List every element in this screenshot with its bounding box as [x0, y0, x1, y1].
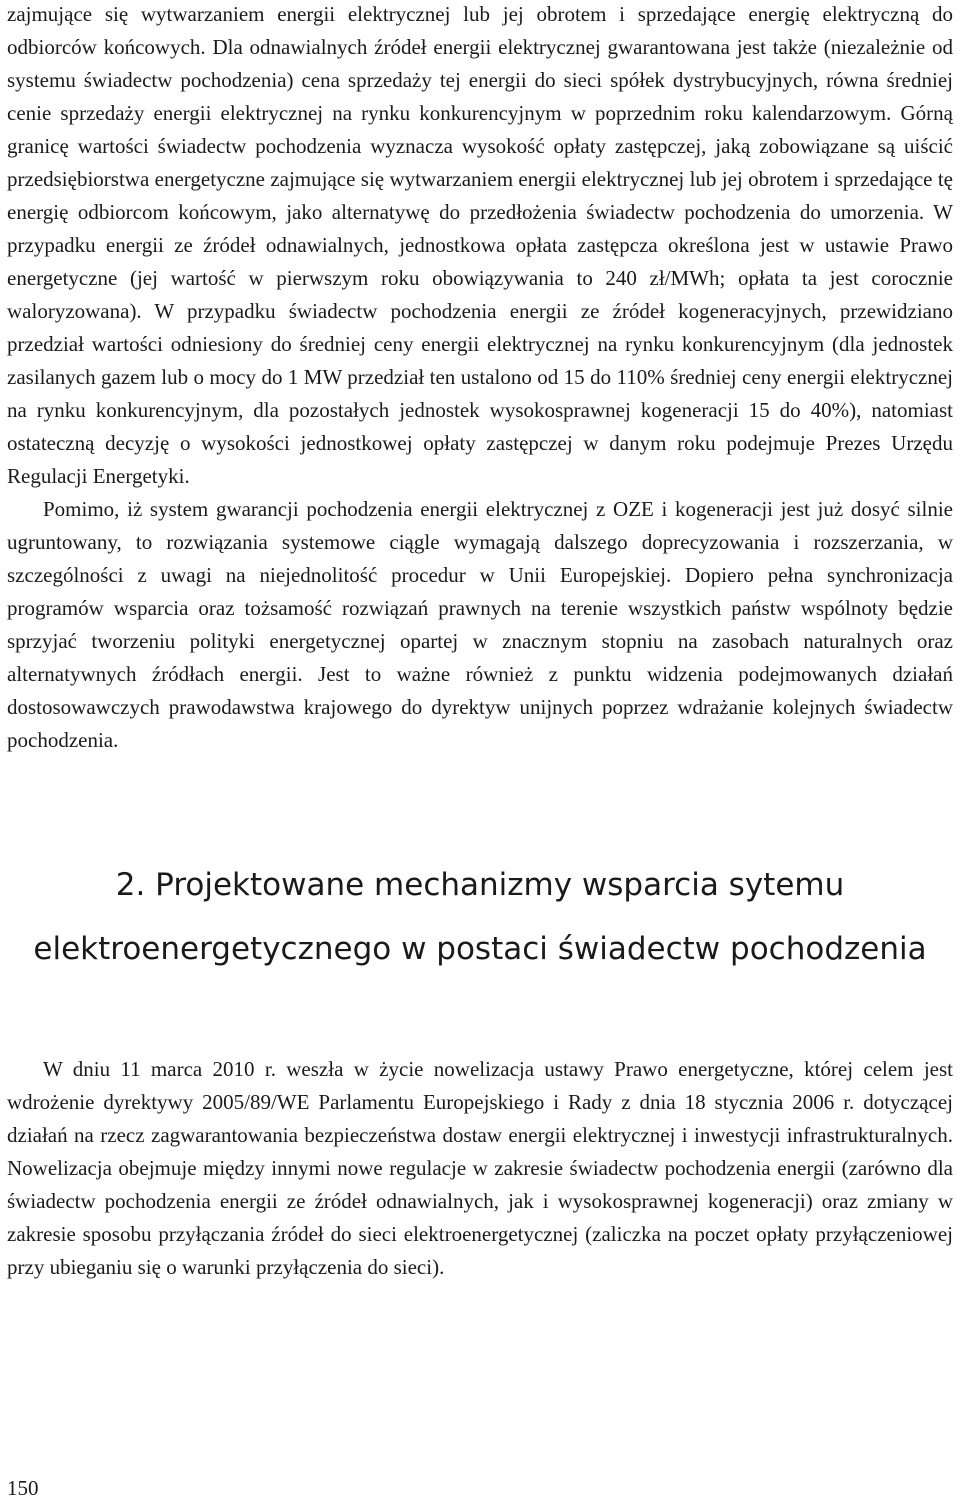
page-body: [7, 0, 953, 1284]
section-heading: [7, 853, 953, 981]
page-number: 150: [7, 1476, 39, 1500]
section-heading-line-1: 2. Projektowane mechanizmy wsparcia sytemu: [115, 867, 845, 903]
paragraph-oze-summary: Pomimo, iż system gwarancji pochodzenia energii elektrycznej z OZE i kogeneracji jest już dosyć silnie ugruntowany, to rozwiązania systemowe ciągle wymagają dalszego doprecyzowania i rozszerzania, w szczególności z uwagi na niejednolitość procedur w Unii Europejskiej. Dopiero pełna synchronizacja programów wsparcia oraz tożsamość rozwiązań prawnych na terenie wszystkich państw wspólnoty będzie sprzyjać tworzeniu polityki energetycznej opartej w znacznym stopniu na zasobach naturalnych oraz alternatywnych źródłach energii. Jest to ważne również z punktu widzenia podejmowanych działań dostosowawczych prawodawstwa krajowego do dyrektyw unijnych poprzez wdrażanie kolejnych świadectw pochodzenia.: [7, 497, 953, 752]
section-heading-line-2: elektroenergetycznego w postaci świadectw pochodzenia: [33, 931, 927, 967]
paragraph-continued: zajmujące się wytwarzaniem energii elektrycznej lub jej obrotem i sprzedające energię elektryczną do odbiorców końcowych. Dla odnawialnych źródeł energii elektrycznej gwarantowana jest także (niezależnie od systemu świadectw pochodzenia) cena sprzedaży tej energii do sieci spółek dystrybucyjnych, równa średniej cenie sprzedaży energii elektrycznej na rynku konkurencyjnym w poprzednim roku kalendarzowym. Górną granicę wartości świadectw pochodzenia wyznacza wysokość opłaty zastępczej, jaką zobowiązane są uiścić przedsiębiorstwa energetyczne zajmujące się wytwarzaniem energii elektrycznej lub jej obrotem i sprzedające tę energię odbiorcom końcowym, jako alternatywę do przedłożenia świadectw pochodzenia do umorzenia. W przypadku energii ze źródeł odnawialnych, jednostkowa opłata zastępcza określona jest w ustawie Prawo energetyczne (jej wartość w pierwszym roku obowiązywania to 240 zł/MWh; opłata ta jest corocznie waloryzowana). W przypadku świadectw pochodzenia energii ze źródeł kogeneracyjnych, przewidziano przedział wartości odniesiony do średniej ceny energii elektrycznej na rynku konkurencyjnym (dla jednostek zasilanych gazem lub o mocy do 1 MW przedział ten ustalono od 15 do 110% średniej ceny energii elektrycznej na rynku konkurencyjnym, dla pozostałych jednostek wysokosprawnej kogeneracji 15 do 40%), natomiast ostateczną decyzję o wysokości jednostkowej opłaty zastępczej w danym roku podejmuje Prezes Urzędu Regulacji Energetyki.: [7, 2, 953, 488]
paragraph-amendment: W dniu 11 marca 2010 r. weszła w życie nowelizacja ustawy Prawo energetyczne, której celem jest wdrożenie dyrektywy 2005/89/WE Parlamentu Europejskiego i Rady z dnia 18 stycznia 2006 r. dotyczącej działań na rzecz zagwarantowania bezpieczeństwa dostaw energii elektrycznej i inwestycji infrastrukturalnych. Nowelizacja obejmuje między innymi nowe regulacje w zakresie świadectw pochodzenia energii (zarówno dla świadectw pochodzenia energii ze źródeł odnawialnych, jak i wysokosprawnej kogeneracji) oraz zmiany w zakresie sposobu przyłączania źródeł do sieci elektroenergetycznej (zaliczka na poczet opłaty przyłączeniowej przy ubieganiu się o warunki przyłączenia do sieci).: [7, 1057, 953, 1279]
